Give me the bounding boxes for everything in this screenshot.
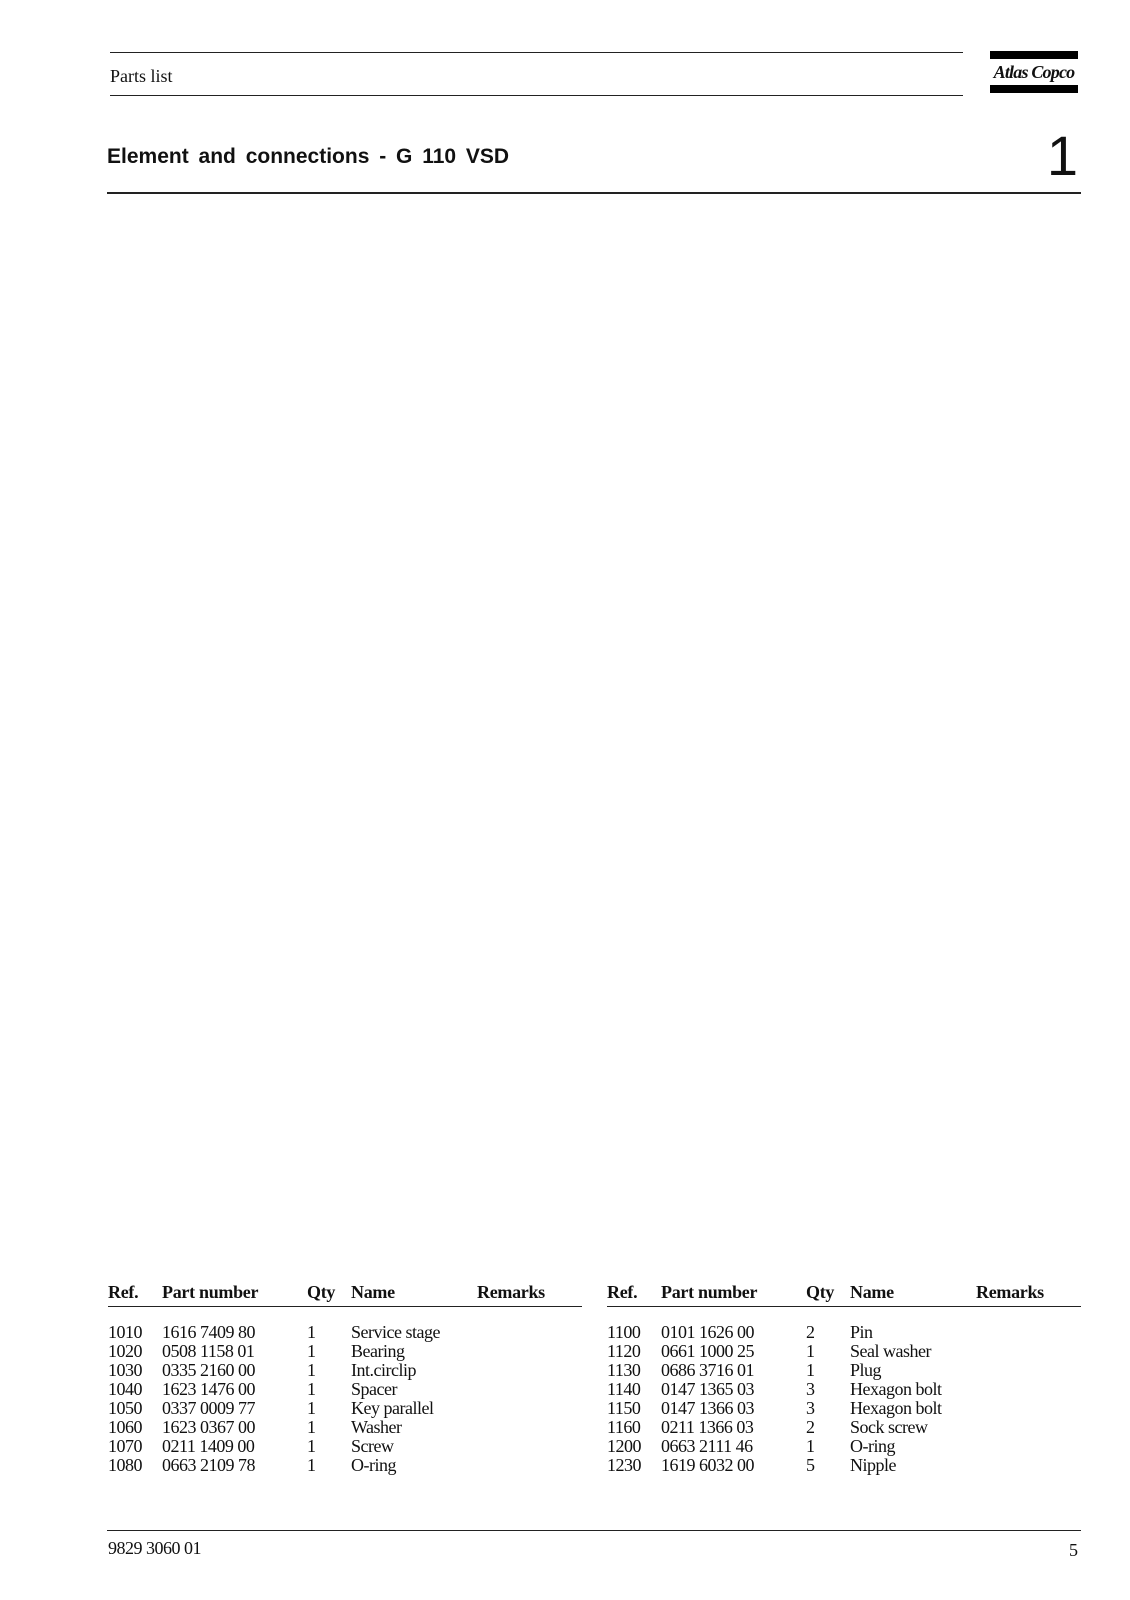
cell-qty: 1 bbox=[307, 1455, 316, 1475]
cell-name: Sock screw bbox=[850, 1417, 928, 1437]
page-title: Element and connections - G 110 VSD bbox=[107, 145, 510, 168]
cell-name: Screw bbox=[351, 1436, 394, 1456]
col-qty-header: Qty bbox=[806, 1282, 850, 1307]
table-row bbox=[108, 1437, 582, 1456]
col-ref-header: Ref. bbox=[108, 1282, 162, 1307]
table-row bbox=[108, 1399, 582, 1418]
cell-qty: 1 bbox=[307, 1417, 316, 1437]
parts-table-right-body bbox=[607, 1307, 1081, 1476]
cell-qty: 1 bbox=[806, 1341, 815, 1361]
table-row bbox=[607, 1307, 1081, 1343]
cell-ref: 1100 bbox=[607, 1322, 641, 1342]
cell-ref: 1050 bbox=[108, 1398, 142, 1418]
cell-name: O-ring bbox=[351, 1455, 396, 1475]
cell-qty: 1 bbox=[307, 1341, 316, 1361]
cell-part-number: 0335 2160 00 bbox=[162, 1360, 255, 1380]
title-rule bbox=[107, 192, 1081, 194]
cell-part-number: 0147 1366 03 bbox=[661, 1398, 754, 1418]
cell-part-number: 0661 1000 25 bbox=[661, 1341, 754, 1361]
cell-name: Key parallel bbox=[351, 1398, 434, 1418]
cell-ref: 1230 bbox=[607, 1455, 641, 1475]
col-remarks-header: Remarks bbox=[976, 1282, 1081, 1307]
page-number: 5 bbox=[1069, 1540, 1078, 1560]
header-label: Parts list bbox=[110, 66, 173, 86]
cell-qty: 3 bbox=[806, 1379, 815, 1399]
cell-part-number: 0663 2111 46 bbox=[661, 1436, 753, 1456]
cell-part-number: 0101 1626 00 bbox=[661, 1322, 754, 1342]
cell-ref: 1070 bbox=[108, 1436, 142, 1456]
cell-remarks bbox=[976, 1342, 1081, 1361]
document-code: 9829 3060 01 bbox=[108, 1538, 201, 1558]
cell-part-number: 0508 1158 01 bbox=[162, 1341, 255, 1361]
cell-qty: 1 bbox=[307, 1379, 316, 1399]
cell-qty: 1 bbox=[307, 1398, 316, 1418]
cell-qty: 2 bbox=[806, 1417, 815, 1437]
logo-wordmark: Atlas Copco bbox=[993, 62, 1075, 82]
cell-remarks bbox=[976, 1380, 1081, 1399]
cell-ref: 1080 bbox=[108, 1455, 142, 1475]
cell-ref: 1030 bbox=[108, 1360, 142, 1380]
header-bottom-rule bbox=[110, 95, 963, 96]
cell-part-number: 1619 6032 00 bbox=[661, 1455, 754, 1475]
cell-remarks bbox=[477, 1418, 582, 1437]
table-row bbox=[108, 1418, 582, 1437]
cell-name: Bearing bbox=[351, 1341, 405, 1361]
table-row bbox=[607, 1380, 1081, 1399]
table-row bbox=[108, 1307, 582, 1343]
cell-name: Int.circlip bbox=[351, 1360, 416, 1380]
cell-name: O-ring bbox=[850, 1436, 895, 1456]
parts-table-right bbox=[607, 1282, 1081, 1475]
cell-part-number: 1616 7409 80 bbox=[162, 1322, 255, 1342]
cell-part-number: 0147 1365 03 bbox=[661, 1379, 754, 1399]
cell-part-number: 0337 0009 77 bbox=[162, 1398, 255, 1418]
cell-qty: 1 bbox=[307, 1360, 316, 1380]
cell-part-number: 0663 2109 78 bbox=[162, 1455, 255, 1475]
col-ref-header: Ref. bbox=[607, 1282, 661, 1307]
cell-name: Hexagon bolt bbox=[850, 1379, 942, 1399]
table-row bbox=[607, 1418, 1081, 1437]
table-row bbox=[108, 1342, 582, 1361]
cell-part-number: 1623 1476 00 bbox=[162, 1379, 255, 1399]
cell-qty: 5 bbox=[806, 1455, 815, 1475]
cell-ref: 1020 bbox=[108, 1341, 142, 1361]
cell-remarks bbox=[477, 1399, 582, 1418]
cell-remarks bbox=[976, 1399, 1081, 1418]
table-header-row bbox=[607, 1282, 1081, 1307]
table-row bbox=[108, 1456, 582, 1475]
col-part-number-header: Part number bbox=[162, 1282, 307, 1307]
cell-name: Washer bbox=[351, 1417, 402, 1437]
cell-qty: 2 bbox=[806, 1322, 815, 1342]
cell-qty: 1 bbox=[307, 1322, 316, 1342]
parts-table-left bbox=[108, 1282, 582, 1475]
table-row bbox=[108, 1361, 582, 1380]
table-row bbox=[607, 1342, 1081, 1361]
header-top-rule bbox=[110, 52, 963, 53]
cell-ref: 1060 bbox=[108, 1417, 142, 1437]
cell-remarks bbox=[976, 1437, 1081, 1456]
col-name-header: Name bbox=[351, 1282, 477, 1307]
cell-part-number: 1623 0367 00 bbox=[162, 1417, 255, 1437]
cell-remarks bbox=[976, 1456, 1081, 1475]
cell-name: Hexagon bolt bbox=[850, 1398, 942, 1418]
cell-ref: 1130 bbox=[607, 1360, 641, 1380]
cell-name: Pin bbox=[850, 1322, 873, 1342]
cell-ref: 1120 bbox=[607, 1341, 641, 1361]
cell-name: Service stage bbox=[351, 1322, 440, 1342]
logo-bar-top bbox=[990, 51, 1078, 59]
cell-remarks bbox=[477, 1456, 582, 1475]
table-row bbox=[108, 1380, 582, 1399]
cell-part-number: 0211 1409 00 bbox=[162, 1436, 255, 1456]
cell-remarks bbox=[976, 1418, 1081, 1437]
cell-qty: 1 bbox=[307, 1436, 316, 1456]
cell-name: Plug bbox=[850, 1360, 882, 1380]
col-part-number-header: Part number bbox=[661, 1282, 806, 1307]
cell-remarks bbox=[477, 1342, 582, 1361]
cell-qty: 1 bbox=[806, 1360, 815, 1380]
cell-part-number: 0211 1366 03 bbox=[661, 1417, 754, 1437]
cell-name: Nipple bbox=[850, 1455, 896, 1475]
cell-name: Spacer bbox=[351, 1379, 397, 1399]
cell-name: Seal washer bbox=[850, 1341, 931, 1361]
col-name-header: Name bbox=[850, 1282, 976, 1307]
cell-remarks bbox=[477, 1380, 582, 1399]
cell-ref: 1200 bbox=[607, 1436, 641, 1456]
table-row bbox=[607, 1361, 1081, 1380]
col-qty-header: Qty bbox=[307, 1282, 351, 1307]
cell-qty: 3 bbox=[806, 1398, 815, 1418]
col-remarks-header: Remarks bbox=[477, 1282, 582, 1307]
cell-ref: 1010 bbox=[108, 1322, 142, 1342]
cell-remarks bbox=[477, 1307, 582, 1343]
section-number: 1 bbox=[1046, 124, 1078, 187]
table-row bbox=[607, 1456, 1081, 1475]
cell-ref: 1140 bbox=[607, 1379, 641, 1399]
cell-ref: 1160 bbox=[607, 1417, 641, 1437]
cell-part-number: 0686 3716 01 bbox=[661, 1360, 754, 1380]
logo-bar-bottom bbox=[990, 85, 1078, 93]
footer-rule bbox=[107, 1530, 1081, 1531]
table-header-row bbox=[108, 1282, 582, 1307]
table-row bbox=[607, 1437, 1081, 1456]
table-row bbox=[607, 1399, 1081, 1418]
cell-qty: 1 bbox=[806, 1436, 815, 1456]
cell-ref: 1150 bbox=[607, 1398, 641, 1418]
cell-remarks bbox=[477, 1437, 582, 1456]
brand-logo bbox=[990, 51, 1078, 93]
cell-remarks bbox=[477, 1361, 582, 1380]
cell-ref: 1040 bbox=[108, 1379, 142, 1399]
parts-table-left-body bbox=[108, 1307, 582, 1476]
cell-remarks bbox=[976, 1307, 1081, 1343]
cell-remarks bbox=[976, 1361, 1081, 1380]
